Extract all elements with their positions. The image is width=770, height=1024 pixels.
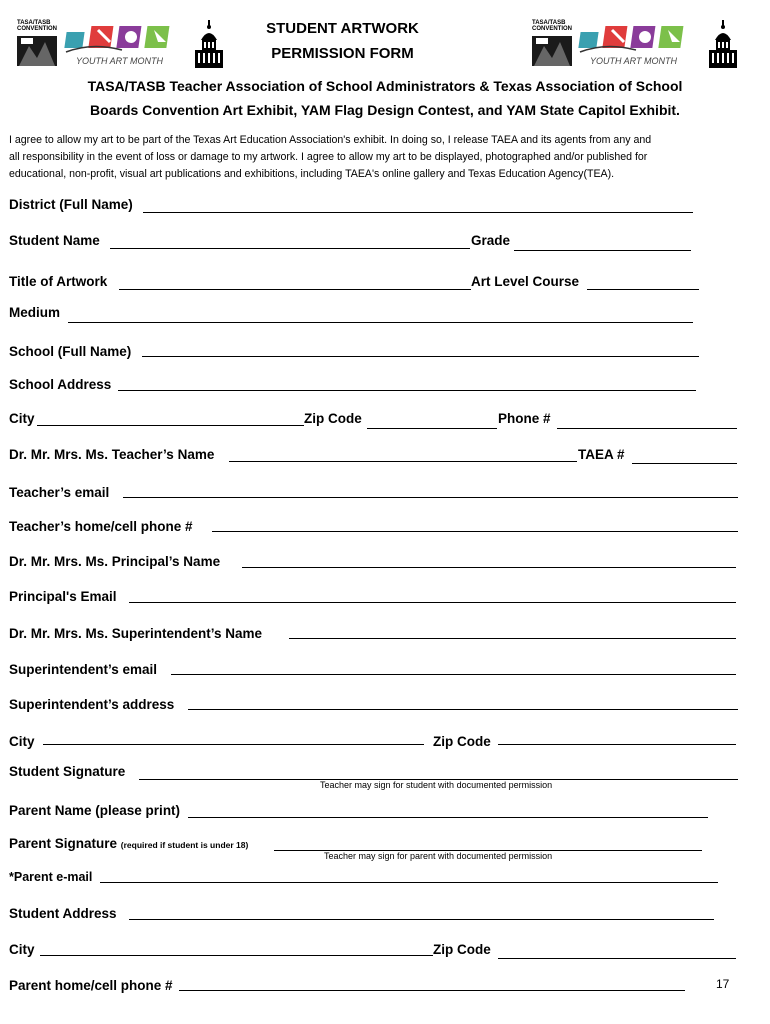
form-subtitle <box>10 74 760 122</box>
title-of-artwork-field[interactable] <box>119 289 471 290</box>
parent-name-field[interactable] <box>188 817 708 818</box>
capitol-building-icon <box>193 20 225 70</box>
parent-phone-label: Parent home/cell phone # <box>9 978 173 993</box>
student-signature-label: Student Signature <box>9 764 126 779</box>
principal-email-label: Principal's Email <box>9 589 117 604</box>
agreement-line-2: all responsibility in the event of loss or damage to my artwork. I agree to allow my art to be displayed, photographed and/or published for <box>9 151 648 163</box>
student-address-field[interactable] <box>129 919 714 920</box>
student-name-label: Student Name <box>9 233 100 248</box>
tasa-logo-right-text-2: CONVENTION <box>532 26 573 32</box>
zip-code-2-field[interactable] <box>498 744 736 745</box>
subtitle-line-1: TASA/TASB Teacher Association of School Administrators & Texas Association of School <box>87 78 683 94</box>
grade-field[interactable] <box>514 250 691 251</box>
superintendent-name-label: Dr. Mr. Mrs. Ms. Superintendent’s Name <box>9 626 263 641</box>
medium-field[interactable] <box>68 322 693 323</box>
city-label: City <box>9 411 35 426</box>
zip-code-field[interactable] <box>367 428 497 429</box>
agreement-text <box>9 132 749 183</box>
superintendent-email-field[interactable] <box>171 674 736 675</box>
superintendent-name-field[interactable] <box>289 638 736 639</box>
title-of-artwork-label: Title of Artwork <box>9 274 108 289</box>
teacher-name-label: Dr. Mr. Mrs. Ms. Teacher’s Name <box>9 447 215 462</box>
youth-art-month-logo-right <box>576 22 694 70</box>
teacher-email-field[interactable] <box>123 497 738 498</box>
city-field[interactable] <box>37 425 304 426</box>
medium-label: Medium <box>9 305 61 320</box>
agreement-line-1: I agree to allow my art to be part of the Texas Art Education Association's exhibit. In doing so, I release TAEA and its agents from any and <box>9 134 652 146</box>
art-level-course-label: Art Level Course <box>471 274 580 289</box>
city-3-field[interactable] <box>40 955 433 956</box>
art-level-course-field[interactable] <box>587 289 699 290</box>
district-field[interactable] <box>143 212 693 213</box>
student-name-field[interactable] <box>110 248 470 249</box>
tasa-logo-right-text-1: TASA/TASB <box>532 20 566 26</box>
parent-email-field[interactable] <box>100 882 718 883</box>
school-address-label: School Address <box>9 377 112 392</box>
parent-phone-field[interactable] <box>179 990 685 991</box>
grade-label: Grade <box>471 233 511 248</box>
tasa-logo-text-1: TASA/TASB <box>17 20 51 26</box>
phone-label: Phone # <box>498 411 551 426</box>
city-3-label: City <box>9 942 35 957</box>
tasa-tasb-logo <box>17 20 57 70</box>
student-address-label: Student Address <box>9 906 117 921</box>
parent-signature-requirement: (required if student is under 18) <box>120 840 249 850</box>
tasa-logo-text-2: CONVENTION <box>17 26 58 32</box>
subtitle-line-2: Boards Convention Art Exhibit, YAM Flag Design Contest, and YAM State Capitol Exhibit. <box>90 102 680 118</box>
zip-code-label: Zip Code <box>304 411 362 426</box>
superintendent-email-label: Superintendent’s email <box>9 662 158 677</box>
parent-name-label: Parent Name (please print) <box>9 803 181 818</box>
school-label: School (Full Name) <box>9 344 132 359</box>
capitol-building-right-icon <box>707 20 739 70</box>
form-title <box>230 16 455 66</box>
student-signature-note: Teacher may sign for student with documented permission <box>320 780 553 790</box>
tasa-graphic-right-icon <box>532 32 572 68</box>
youth-art-month-logo <box>62 22 180 70</box>
agreement-line-3: educational, non-profit, visual art publications and exhibitions, including TAEA's online gallery and Texas Education Agency(TEA). <box>9 168 615 180</box>
principal-name-field[interactable] <box>242 567 736 568</box>
yam-brush-right-icon <box>576 22 694 56</box>
taea-number-field[interactable] <box>632 463 737 464</box>
parent-email-label: *Parent e-mail <box>9 870 93 884</box>
zip-code-3-field[interactable] <box>498 958 736 959</box>
page-number: 17 <box>716 977 730 991</box>
city-2-field[interactable] <box>43 744 424 745</box>
teacher-email-label: Teacher’s email <box>9 485 110 500</box>
taea-number-label: TAEA # <box>578 447 625 462</box>
superintendent-address-label: Superintendent’s address <box>9 697 175 712</box>
teacher-phone-label: Teacher’s home/cell phone # <box>9 519 193 534</box>
yam-brush-icon <box>62 22 180 56</box>
title-line-1: STUDENT ARTWORK <box>266 20 419 37</box>
title-line-2: PERMISSION FORM <box>271 45 414 62</box>
tasa-graphic-icon <box>17 32 57 68</box>
school-field[interactable] <box>142 356 699 357</box>
teacher-phone-field[interactable] <box>212 531 738 532</box>
city-2-label: City <box>9 734 35 749</box>
yam-logo-text: YOUTH ART MONTH <box>76 56 163 66</box>
parent-signature-label-text: Parent Signature <box>9 836 118 851</box>
tasa-tasb-logo-right <box>532 20 572 70</box>
teacher-name-field[interactable] <box>229 461 577 462</box>
capitol-logo-right <box>707 20 739 70</box>
capitol-logo <box>193 20 225 70</box>
zip-code-3-label: Zip Code <box>433 942 491 957</box>
zip-code-2-label: Zip Code <box>433 734 491 749</box>
school-address-field[interactable] <box>118 390 696 391</box>
principal-email-field[interactable] <box>129 602 736 603</box>
parent-signature-label <box>9 836 248 853</box>
parent-signature-note: Teacher may sign for parent with documented permission <box>324 851 553 861</box>
phone-field[interactable] <box>557 428 737 429</box>
principal-name-label: Dr. Mr. Mrs. Ms. Principal’s Name <box>9 554 221 569</box>
superintendent-address-field[interactable] <box>188 709 738 710</box>
district-label: District (Full Name) <box>9 197 133 212</box>
yam-logo-right-text: YOUTH ART MONTH <box>590 56 677 66</box>
